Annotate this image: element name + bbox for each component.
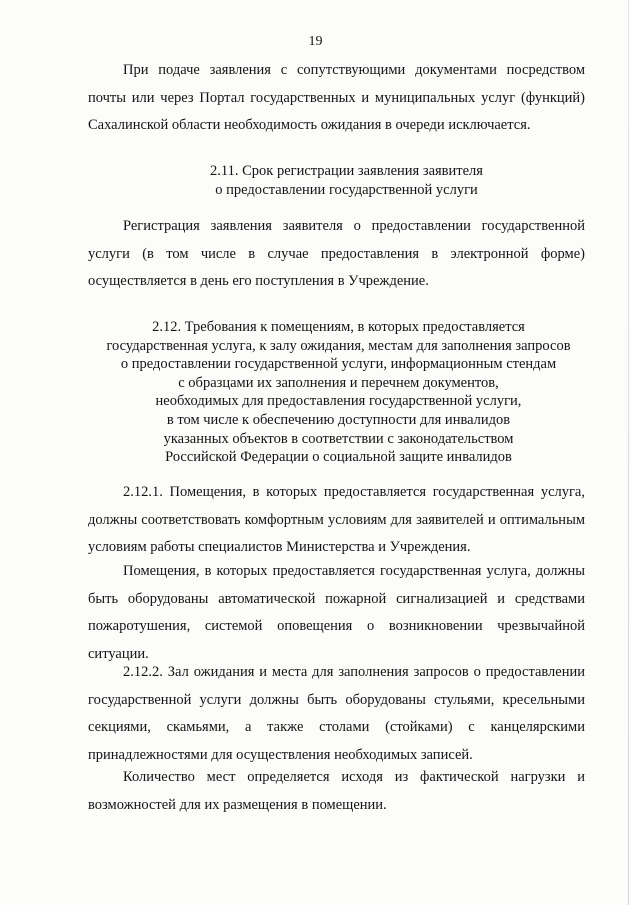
scan-edge-line bbox=[628, 0, 629, 905]
section-heading-2-12 bbox=[90, 318, 587, 467]
heading-line: в том числе к обеспечению доступности для инвалидов bbox=[166, 411, 511, 428]
heading-line: государственная услуга, к залу ожидания, местам для заполнения запросов bbox=[106, 337, 571, 354]
heading-line: указанных объектов в соответствии с законодательством bbox=[163, 430, 514, 447]
paragraph-fire-safety: Помещения, в которых предоставляется государственная услуга, должны быть оборудованы автоматической пожарной сигнализацией и средствами пожаротушения, системой оповещения о возникновении чрезвычайной ситуации. bbox=[88, 563, 585, 662]
paragraph-2-12-1: 2.12.1. Помещения, в которых предоставляется государственная услуга, должны соответствовать комфортным условиям для заявителей и оптимальным условиям работы специалистов Министерства и Учреждения. bbox=[88, 484, 585, 556]
section-heading-2-11 bbox=[98, 162, 595, 199]
heading-line: о предоставлении государственной услуги bbox=[215, 181, 478, 198]
heading-line: о предоставлении государственной услуги, информационным стендам bbox=[120, 356, 557, 373]
paragraph-2-12-2: 2.12.2. Зал ожидания и места для заполнения запросов о предоставлении государственной услуги должны быть оборудованы стульями, кресельными секциями, скамьями, а также столами (стойками) с канцелярскими принадлежностями для осуществления необходимых записей. bbox=[88, 664, 585, 763]
paragraph-seat-count: Количество мест определяется исходя из фактической нагрузки и возможностей для их размещения в помещении. bbox=[88, 769, 585, 813]
heading-line: Российской Федерации о социальной защите инвалидов bbox=[165, 449, 512, 466]
heading-line: необходимых для предоставления государственной услуги, bbox=[155, 393, 522, 410]
heading-line: 2.12. Требования к помещениям, в которых предоставляется bbox=[152, 319, 525, 335]
paragraph-mail-submission: При подаче заявления с сопутствующими документами посредством почты или через Портал государственных и муниципальных услуг (функций) Сахалинской области необходимость ожидания в очереди исключается. bbox=[88, 62, 585, 134]
heading-line: с образцами их заполнения и перечнем документов, bbox=[178, 374, 499, 391]
paragraph-registration: Регистрация заявления заявителя о предоставлении государственной услуги (в том числе в случае предоставления в электронной форме) осуществляется в день его поступления в Учреждение. bbox=[88, 218, 585, 290]
page-number: 19 bbox=[308, 34, 323, 49]
heading-line: 2.11. Срок регистрации заявления заявителя bbox=[210, 163, 483, 179]
